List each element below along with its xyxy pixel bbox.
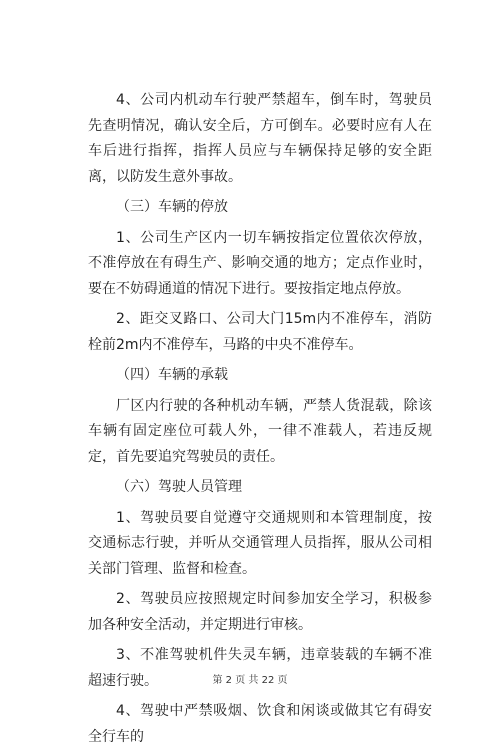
paragraph-driver-rule-2: 2、驾驶员应按照规定时间参加安全学习，积极参加各种安全活动，并定期进行审核。: [88, 591, 432, 633]
document-body: [88, 88, 432, 750]
page-number-footer: 第 2 页 共 22 页: [212, 675, 288, 686]
paragraph-rule-4-overtaking: 4、公司内机动车行驶严禁超车，倒车时，驾驶员先查明情况，确认安全后，方可倒车。必要时应有人在车后进行指挥，指挥人员应与车辆保持足够的安全距离，以防发生意外事故。: [88, 92, 432, 185]
paragraph-parking-rule-2: 2、距交叉路口、公司大门15m内不准停车，消防栓前2m内不准停车，马路的中央不准停车。: [88, 311, 432, 353]
section-heading-loading: （四）车辆的承载: [116, 367, 228, 383]
paragraph-driver-rule-4: 4、驾驶中严禁吸烟、饮食和闲谈或做其它有碍安全行车的: [88, 703, 432, 745]
paragraph-driver-rule-1: 1、驾驶员要自觉遵守交通规则和本管理制度，按交通标志行驶，并听从交通管理人员指挥，服从公司相关部门管理、监督和检查。: [88, 509, 432, 577]
section-heading-parking: （三）车辆的停放: [116, 199, 228, 215]
paragraph-driver-rule-3: 3、不准驾驶机件失灵车辆，违章装载的车辆不准超速行驶。: [88, 647, 432, 689]
paragraph-parking-rule-1: 1、公司生产区内一切车辆按指定位置依次停放，不准停放在有碍生产、影响交通的地方；定点作业时，要在不妨碍通道的情况下进行。要按指定地点停放。: [88, 229, 432, 297]
section-heading-driver-management: （六）驾驶人员管理: [116, 479, 242, 495]
paragraph-loading-rule: 厂区内行驶的各种机动车辆，严禁人货混载，除该车辆有固定座位可载人外，一律不准载人，若违反规定，首先要追究驾驶员的责任。: [88, 397, 432, 465]
